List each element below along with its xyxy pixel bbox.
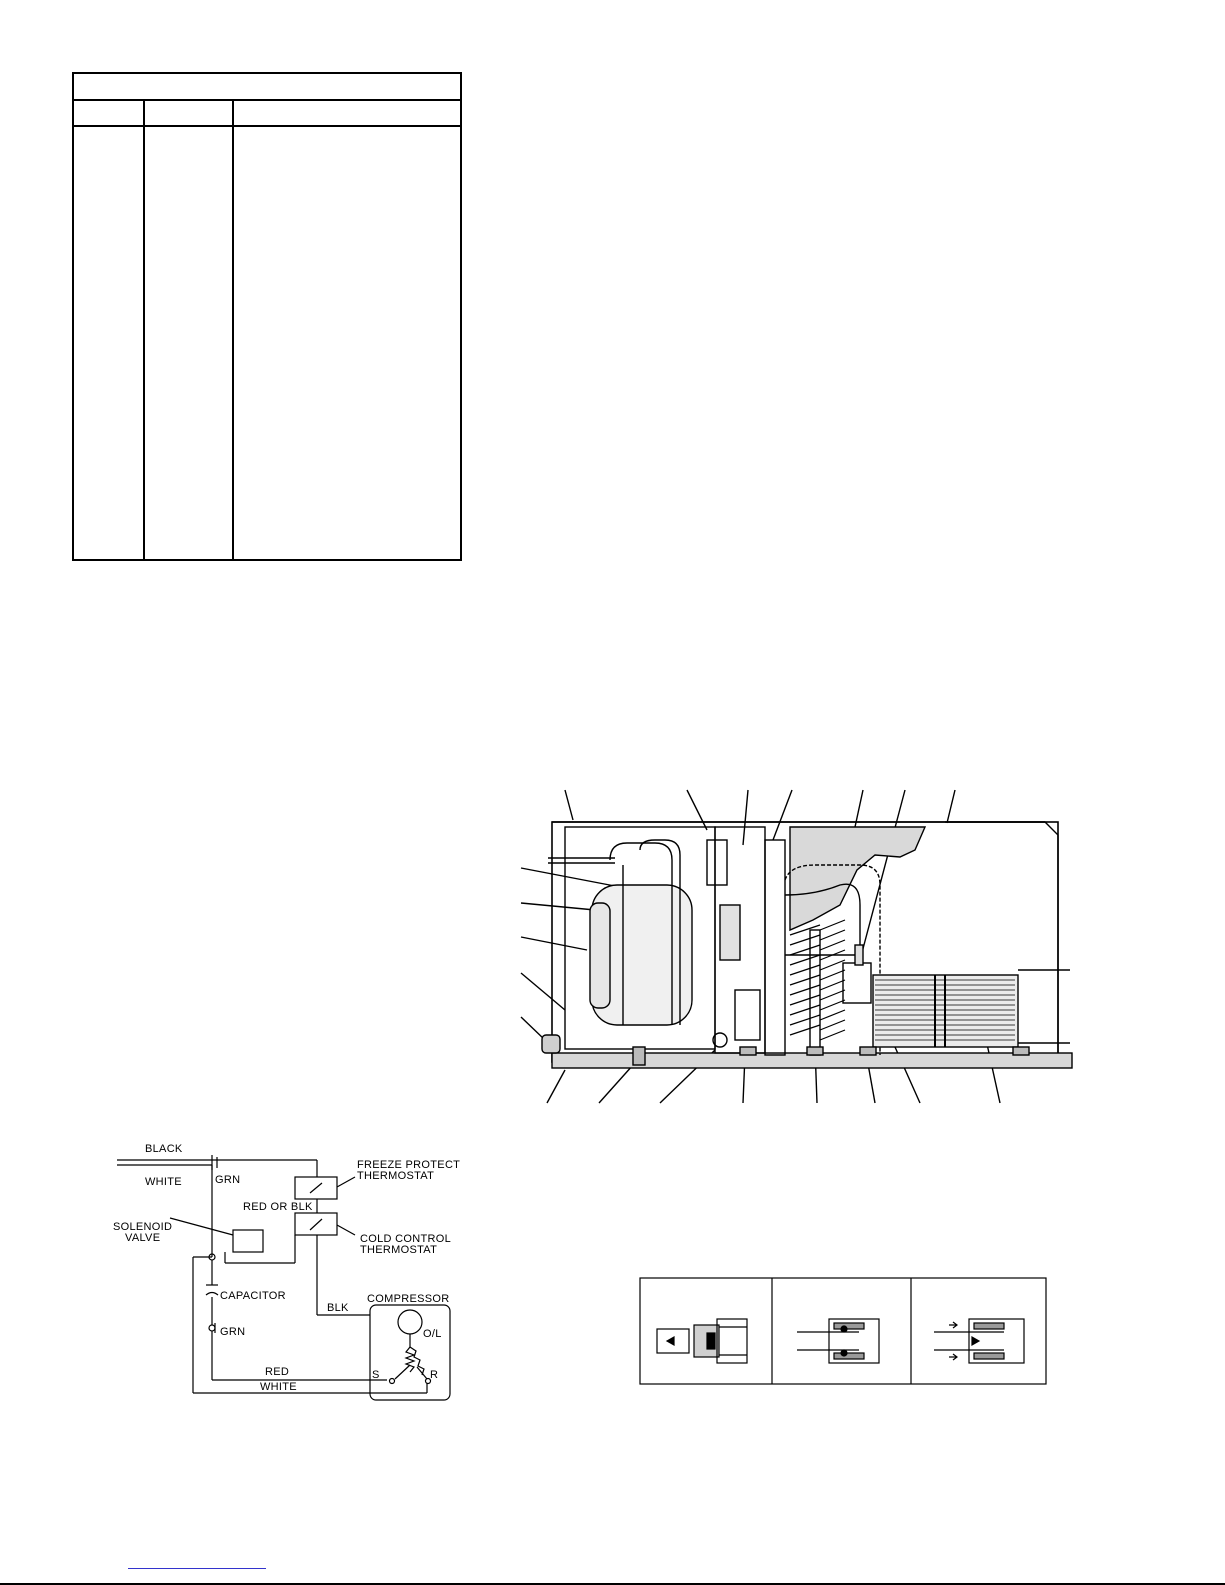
label-freeze-protect: FREEZE PROTECT [357,1159,461,1171]
fitting-step-1 [657,1319,747,1363]
table-column-divider [232,99,234,559]
label-valve: VALVE [125,1232,161,1244]
label-compressor: COMPRESSOR [367,1293,450,1305]
label-solenoid: SOLENOID [113,1221,173,1233]
label-capacitor: CAPACITOR [220,1290,286,1302]
label-start: S [372,1369,380,1381]
fitting-steps-figure [639,1277,1047,1385]
label-run: R [430,1369,439,1381]
footer-link-underline[interactable] [128,1568,266,1569]
wiring-diagram [105,1135,490,1410]
label-grn-top: GRN [215,1174,241,1186]
label-black: BLACK [145,1143,183,1155]
label-red-or-blk: RED OR BLK [243,1201,313,1213]
label-blk: BLK [327,1302,349,1314]
table-title-row [74,74,460,101]
label-cold-thermostat: THERMOSTAT [360,1244,438,1256]
fitting-step-2 [797,1319,879,1363]
label-grn-bottom: GRN [220,1326,246,1338]
label-white-top: WHITE [145,1176,182,1188]
label-freeze-thermostat: THERMOSTAT [357,1170,435,1182]
fitting-step-3 [934,1319,1024,1363]
label-red: RED [265,1366,290,1378]
unit-cutaway-illustration [515,785,1085,1110]
table-column-divider [143,99,145,559]
parts-table [72,72,462,561]
label-white-bottom: WHITE [260,1381,297,1393]
label-overload: O/L [423,1328,442,1340]
table-header-row [74,99,460,127]
label-cold-control: COLD CONTROL [360,1233,451,1245]
